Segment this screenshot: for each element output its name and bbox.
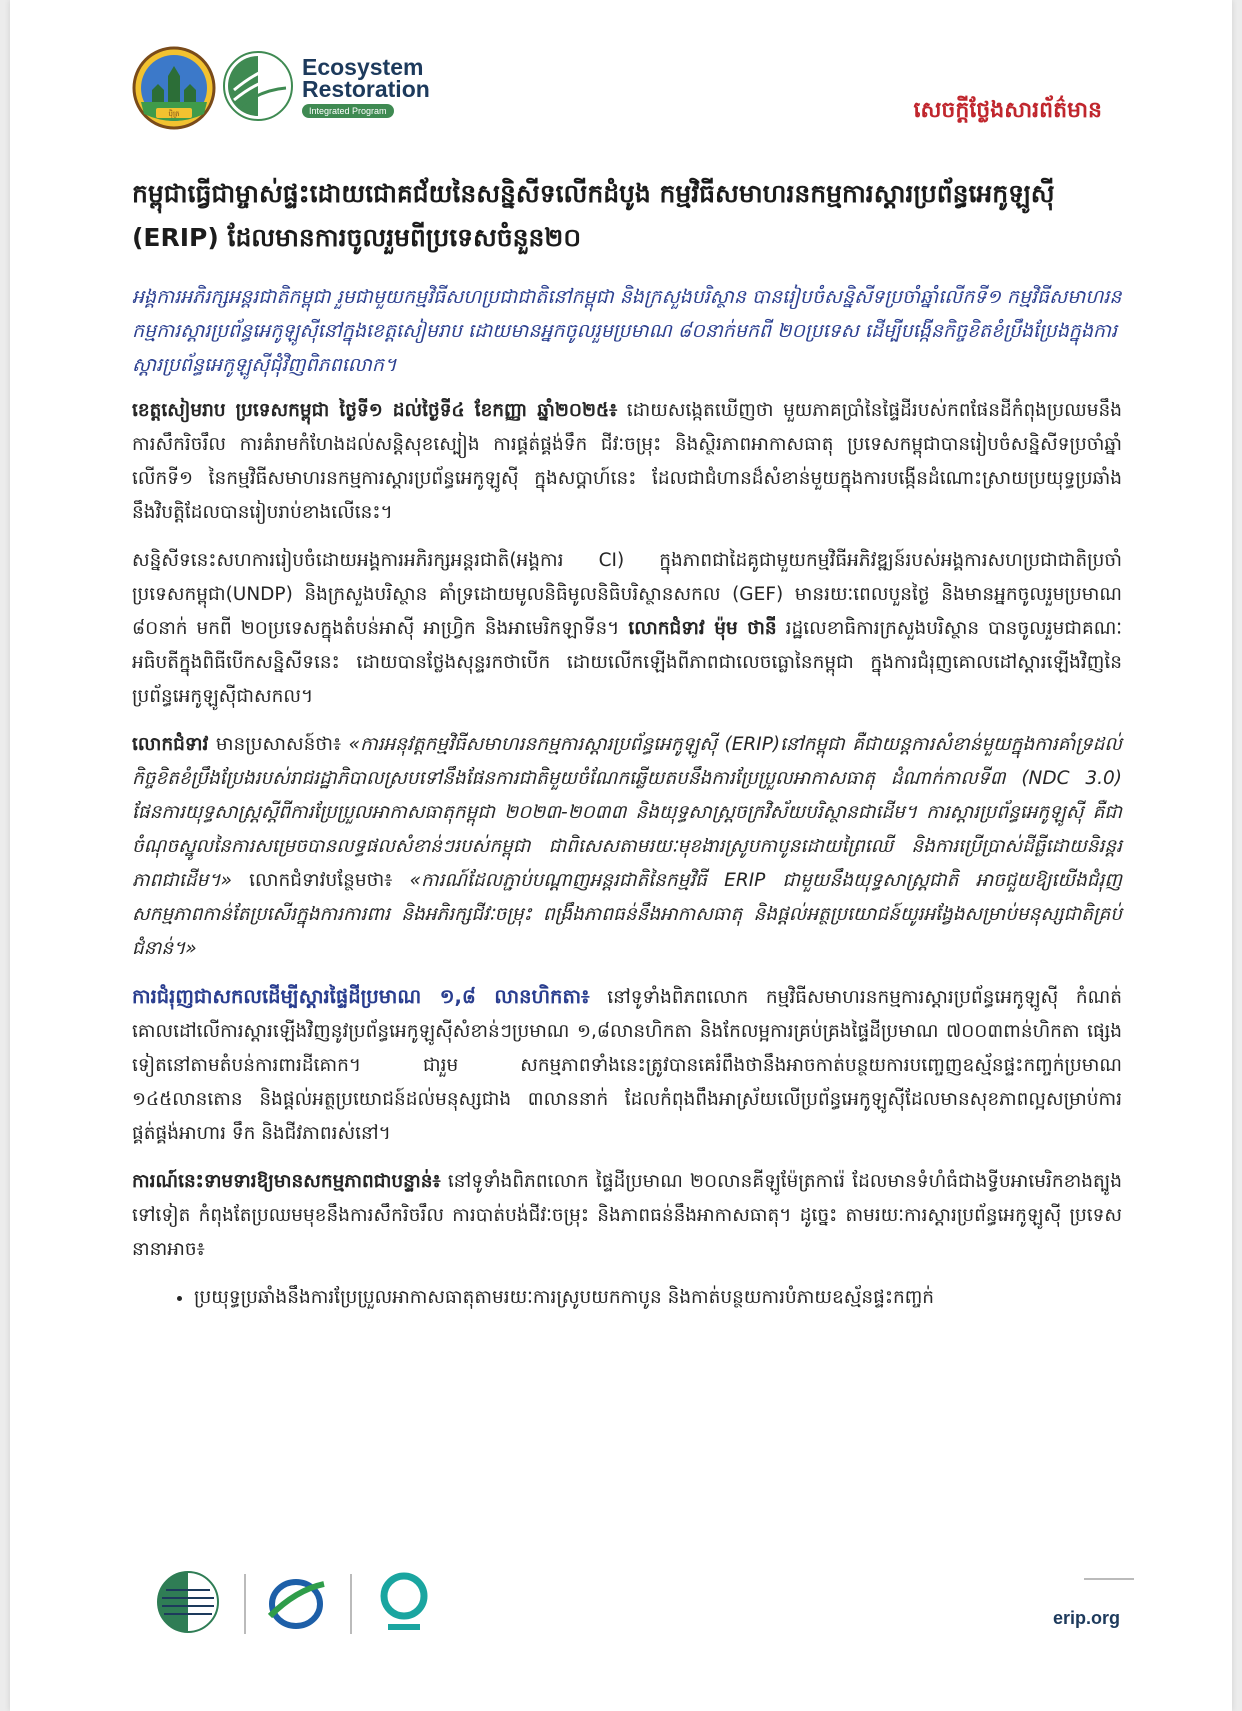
paragraph-4: [132, 980, 1122, 1151]
paragraph-3: [132, 728, 1122, 966]
footer-divider: [350, 1574, 352, 1634]
eco-line-2: Restoration: [302, 76, 430, 102]
header: [10, 0, 1232, 140]
paragraph-2-text-b: រដ្ឋលេខាធិការក្រសួងបរិស្ថាន បានចូលរួមជាគណៈអធិបតីក្នុងពិធីបើកសន្និសីទនេះ ដោយបានថ្លែងសុន្ទរកថាបើក ដោយលើកឡើងពីភាពជាលេចធ្លោនៃកម្ពុជា ក្នុងការជំរុញគោលដៅស្តារឡើងវិញនៃប្រព័ន្ធអេកូឡូស៊ីជាសកល។: [132, 618, 1122, 707]
paragraph-1-text: ដោយសង្កេតឃើញថា មួយភាគប្រាំនៃផ្ទៃដីរបស់កពផែនដីកំពុងប្រឈមនឹងការសឹករិចរឹល ការគំរាមកំហែងដល់សន្តិសុខស្បៀង ការផ្គត់ផ្គង់ទឹក ជីវៈចម្រុះ និងស្ថិរភាពអាកាសធាតុ ប្រទេសកម្ពុជាបានរៀបចំសន្និសីទប្រចាំឆ្នាំលើកទី១ នៃកម្មវិធីសមាហរនកម្មការស្តារប្រព័ន្ធអេកូឡូស៊ី ក្នុងសប្តាហ៍នេះ ដែលជាជំហានដ៏សំខាន់មួយក្នុងការបង្កើនដំណោះស្រាយប្រយុទ្ធប្រឆាំងនឹងវិបត្តិដែលបានរៀបរាប់ខាងលើនេះ។: [132, 400, 1122, 523]
paragraph-3-text-a: មានប្រសាសន៍ថា៖: [208, 734, 349, 755]
bullet-item: • ប្រយុទ្ធប្រឆាំងនឹងការប្រែប្រួលអាកាសធាតុតាមរយៈការស្រូបយកកាបូន និងកាត់បន្ថយការបំភាយឧស្ម័នផ្ទះកញ្ចក់: [194, 1281, 1122, 1315]
dateline: ខេត្តសៀមរាប ប្រទេសកម្ពុជា ថ្ងៃទី១ ដល់ថ្ងៃទី៤ ខែកញ្ញា ឆ្នាំ២០២៥៖: [132, 400, 618, 421]
bullet-list: [132, 1281, 1122, 1315]
website-url[interactable]: erip.org: [1052, 1608, 1120, 1628]
speaker-name: លោកជំទាវ ម៉ុម ថានី: [628, 618, 777, 639]
paragraph-2: [132, 544, 1122, 714]
quote-2: «ការណ៍ដែលភ្ជាប់បណ្តាញអន្តរជាតិនៃកម្មវិធី ERIP ជាមួយនឹងយុទ្ធសាស្រ្តជាតិ អាចជួយឱ្យយើងជំរុញសកម្មភាពកាន់តែប្រសើរក្នុងការការពារ និងអភិរក្សជីវៈចម្រុះ ពង្រឹងភាពធន់នឹងអាកាសធាតុ និងផ្តល់អត្ថប្រយោជន៍យូរអង្វែងសម្រាប់មនុស្សជាតិគ្រប់ជំនាន់។»: [132, 870, 1122, 959]
paragraph-5-text: នៅទូទាំងពិភពលោក ផ្ទៃដីប្រមាណ ២០លានគីឡូម៉ែត្រការ៉េ ដែលមានទំហំធំជាងទ្វីបអាមេរិកខាងត្បូងទៅទៀត កំពុងតែប្រឈមមុខនឹងការសឹករិចរឹល ការបាត់បង់ជីវៈចម្រុះ និងភាពធន់នឹងអាកាសធាតុ។ ដូច្នេះ តាមរយៈការស្តារប្រព័ន្ធអេកូឡូស៊ី ប្រទេសនានាអាច៖: [132, 1171, 1122, 1260]
gef-logo-icon: [156, 1570, 220, 1634]
eco-pill: Integrated Program: [302, 104, 394, 118]
quote-1: «ការអនុវត្តកម្មវិធីសមាហរនកម្មការស្តារប្រព័ន្ធអេកូឡូស៊ី (ERIP)នៅកម្ពុជា គឺជាយន្តការសំខាន់មួយក្នុងការគាំទ្រដល់កិច្ចខិតខំប្រឹងប្រែងរបស់រាជរដ្ឋាភិបាលស្របទៅនឹងផែនការជាតិមួយចំណែកឆ្លើយតបនឹងការប្រែប្រួលអាកាសធាតុ ដំណាក់កាលទី៣ (NDC 3.0) ផែនការយុទ្ធសាស្រ្តស្តីពីការប្រែប្រួលអាកាសធាតុកម្ពុជា ២០២៣-២០៣៣ និងយុទ្ធសាស្រ្តចក្រវិស័យបរិស្ថានជាដើម។ ការស្តារប្រព័ន្ធអេកូឡូស៊ី គឺជាចំណុចស្នូលនៃការសម្រេចបានលទ្ធផលសំខាន់ៗរបស់កម្ពុជា ជាពិសេសតាមរយៈមុខងារស្រូបកាបូនដោយព្រៃឈើ និងការប្រើប្រាស់ដីធ្លីដោយនិរន្តរភាពជាដើម។»: [132, 734, 1122, 891]
press-release-label: សេចក្តីថ្លែងសារព័ត៌មាន: [913, 98, 1102, 123]
paragraph-1: [132, 394, 1122, 530]
footer-rule: [1084, 1578, 1134, 1580]
section-heading-global: ការជំរុញជាសកលដើម្បីស្តារផ្ទៃដីប្រមាណ ១,៨ លានហិកតា៖: [132, 985, 590, 1008]
eco-leaf-logo-icon: [222, 50, 294, 122]
article-title: កម្ពុជាធ្វើជាម្ចាស់ផ្ទះដោយជោគជ័យនៃសន្និសីទលើកដំបូង កម្មវិធីសមាហរនកម្មការស្តារប្រព័ន្ធអេកូឡូស៊ី (ERIP) ដែលមានការចូលរួមពីប្រទេសចំនួន២០: [132, 179, 1055, 252]
paragraph-4-text: នៅទូទាំងពិភពលោក កម្មវិធីសមាហរនកម្មការស្តារប្រព័ន្ធអេកូឡូស៊ី កំណត់គោលដៅលើការស្តារឡើងវិញនូវប្រព័ន្ធអេកូឡូស៊ីសំខាន់ៗប្រមាណ ១,៨លានហិកតា និងកែលម្អការគ្រប់គ្រងផ្ទៃដីប្រមាណ ៧០០៣ពាន់ហិកតា ផ្សេងទៀតនៅតាមតំបន់ការពារដីគោក។ ជារួម សកម្មភាពទាំងនេះត្រូវបានគេរំពឹងថានឹងអាចកាត់បន្ថយការបញ្ចេញឧស្ម័នផ្ទះកញ្ចក់ប្រមាណ ១៤៥លានតោន និងផ្តល់អត្ថប្រយោជន៍ដល់មនុស្សជាង ៣លាននាក់ ដែលកំពុងពឹងអាស្រ័យលើប្រព័ន្ធអេកូឡូស៊ីដែលមានសុខភាពល្អសម្រាប់ការផ្គត់ផ្គង់អាហារ ទឹក និងជីវភាពរស់នៅ។: [132, 987, 1122, 1144]
seal-caption: ប៉ិត្រ: [168, 110, 180, 118]
article-lead: អង្គការអភិរក្សអន្តរជាតិកម្ពុជា រួមជាមួយកម្មវិធីសហប្រជាជាតិនៅកម្ពុជា និងក្រសួងបរិស្ថាន បានរៀបចំសន្និសីទប្រចាំឆ្នាំលើកទី១ កម្មវិធីសមាហរនកម្មការស្តារប្រព័ន្ធអេកូឡូស៊ីនៅក្នុងខេត្តសៀមរាប ដោយមានអ្នកចូលរួមប្រមាណ ៨០នាក់មកពី ២០ប្រទេស ដើម្បីបង្កើនកិច្ចខិតខំប្រឹងប្រែងក្នុងការស្តារប្រព័ន្ធអេកូឡូស៊ីជុំវិញពិភពលោក។: [132, 286, 1122, 376]
paragraph-5: [132, 1165, 1122, 1267]
section-heading-urgent: ការណ៍នេះទាមទារឱ្យមានសកម្មភាពជាបន្ទាន់៖: [132, 1171, 441, 1192]
press-release-page: [10, 0, 1232, 1711]
article: [132, 172, 1122, 1315]
ministry-seal-icon: [132, 46, 216, 130]
eco-logo-text: [302, 56, 430, 100]
footer-divider: [244, 1574, 246, 1634]
eco-line-1: Ecosystem: [302, 54, 424, 80]
paragraph-2-text-a: សន្និសីទនេះសហការរៀបចំដោយអង្គការអភិរក្សអន្តរជាតិ(អង្គការ CI) ក្នុងភាពជាដៃគូជាមួយកម្មវិធីអភិវឌ្ឍន៍របស់អង្គការសហប្រជាជាតិប្រចាំប្រទេសកម្ពុជា(UNDP) និងក្រសួងបរិស្ថាន គាំទ្រដោយមូលនិធិមូលនិធិបរិស្ថានសកល (GEF) មានរយៈពេលបួនថ្ងៃ និងមានអ្នកចូលរួមប្រមាណ ៨០នាក់ មកពី ២០ប្រទេសក្នុងតំបន់អាស៊ី អាហ្វ្រិក និងអាមេរិកឡាទីន។: [132, 550, 1122, 639]
unep-logo-icon: [264, 1570, 328, 1634]
speaker-title: លោកជំទាវ: [132, 734, 209, 755]
paragraph-3-text-b: លោកជំទាវបន្ថែមថា៖: [231, 870, 410, 891]
footer: [10, 1560, 1232, 1680]
undp-logo-icon: [372, 1570, 436, 1634]
